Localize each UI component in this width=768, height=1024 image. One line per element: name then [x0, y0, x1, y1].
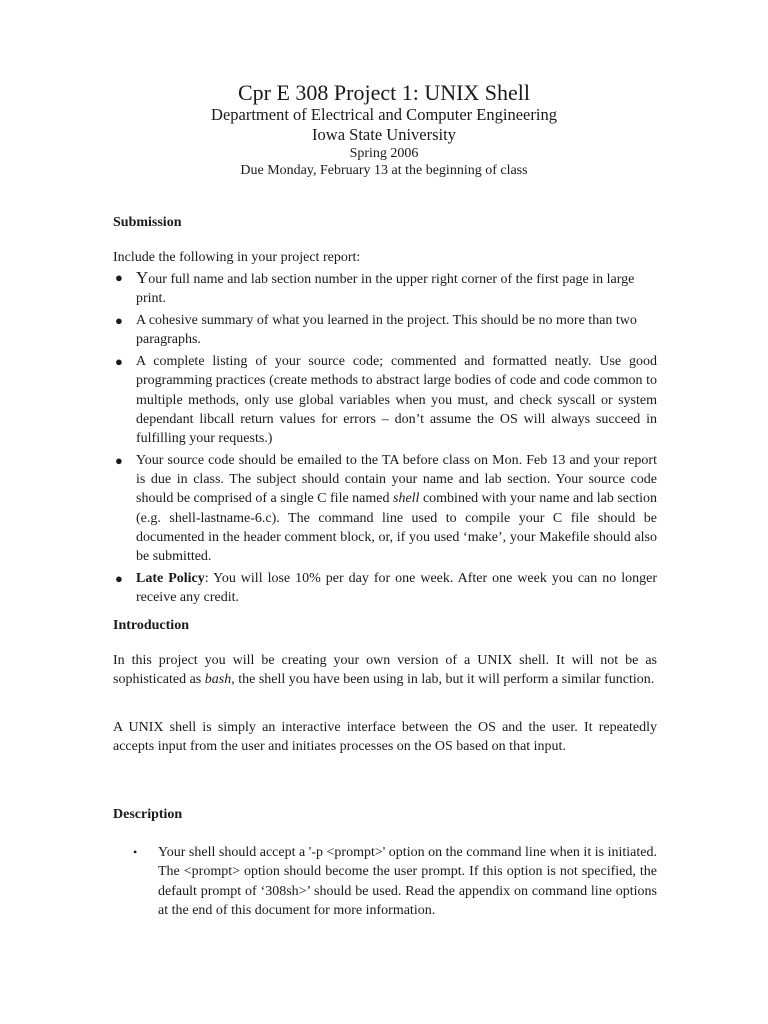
item-initial: Y — [136, 268, 149, 287]
document-title: Cpr E 308 Project 1: UNIX Shell — [237, 80, 531, 105]
bullet-icon: ● — [115, 270, 123, 285]
list-item — [113, 311, 657, 350]
introduction-heading: Introduction — [113, 618, 189, 633]
bash-italic: bash — [204, 672, 232, 688]
bullet-icon: ● — [115, 452, 123, 468]
list-item — [113, 843, 657, 920]
item-text: : You will lose 10% per day for one week. After one week you can no longer receive any credit. — [136, 571, 657, 606]
item-text: A cohesive summary of what you learned in the project. This should be no more than two paragraphs. — [136, 312, 637, 348]
term-label: Spring 2006 — [349, 146, 419, 161]
submission-intro: Include the following in your project report: — [113, 250, 361, 265]
due-date: Due Monday, February 13 at the beginning of class — [240, 163, 528, 178]
university-name: Iowa State University — [312, 125, 456, 144]
submission-list — [113, 268, 657, 610]
list-item — [113, 451, 657, 567]
submission-heading: Submission — [113, 215, 182, 230]
list-item — [113, 569, 657, 608]
item-text: our full name and lab section number in the upper right corner of the first page in large print. — [136, 272, 635, 307]
introduction-paragraph-1 — [113, 651, 657, 690]
bullet-icon: ● — [115, 353, 123, 369]
department-name: Department of Electrical and Computer Engineering — [211, 105, 557, 124]
item-text: A complete listing of your source code; commented and formatted neatly. Use good programming practices (create methods to abstract large bodies of code and code common to multiple methods, only use global variables when you must, and check syscall or system dependant libcall return values for errors – don’t assume the OS will always succeed in fulfilling your requests.) — [136, 353, 657, 447]
list-item — [113, 352, 657, 448]
bullet-icon: ● — [115, 571, 123, 587]
description-heading: Description — [113, 807, 183, 822]
item-italic: shell — [393, 491, 420, 507]
item-text: combined with your name and lab section (e.g. shell-lastname-6.c). The command line used to compile your C file should be documented in the header comment block, or, if you used ‘make’, your Makefile should also be submitted. — [136, 491, 658, 565]
description-list — [113, 843, 657, 920]
paragraph-text: In this project you will be creating your own version of a UNIX shell. It will not be as sophisticated as — [113, 653, 657, 688]
list-item — [113, 268, 657, 309]
item-text: Your shell should accept a '-p <prompt>' option on the command line when it is initiated. The <prompt> option should become the user prompt. If this option is not specified, the default prompt of ‘308sh>’ should be used. Read the appendix on command line options at the end of this document for more information. — [158, 845, 657, 918]
introduction-paragraph-2: A UNIX shell is simply an interactive interface between the OS and the user. It repeatedly accepts input from the user and initiates processes on the OS based on that input. — [113, 720, 657, 755]
item-text: Your source code should be emailed to the TA before class on Mon. Feb 13 and your report is due in class. The subject should contain your name and lab section. Your source code should be comprised of a single C file named — [136, 452, 657, 507]
late-policy-label: Late Policy — [136, 571, 205, 587]
paragraph-text: , the shell you have been using in lab, but it will perform a similar function. — [231, 672, 655, 688]
bullet-icon: • — [133, 845, 138, 859]
bullet-icon: ● — [115, 312, 123, 328]
